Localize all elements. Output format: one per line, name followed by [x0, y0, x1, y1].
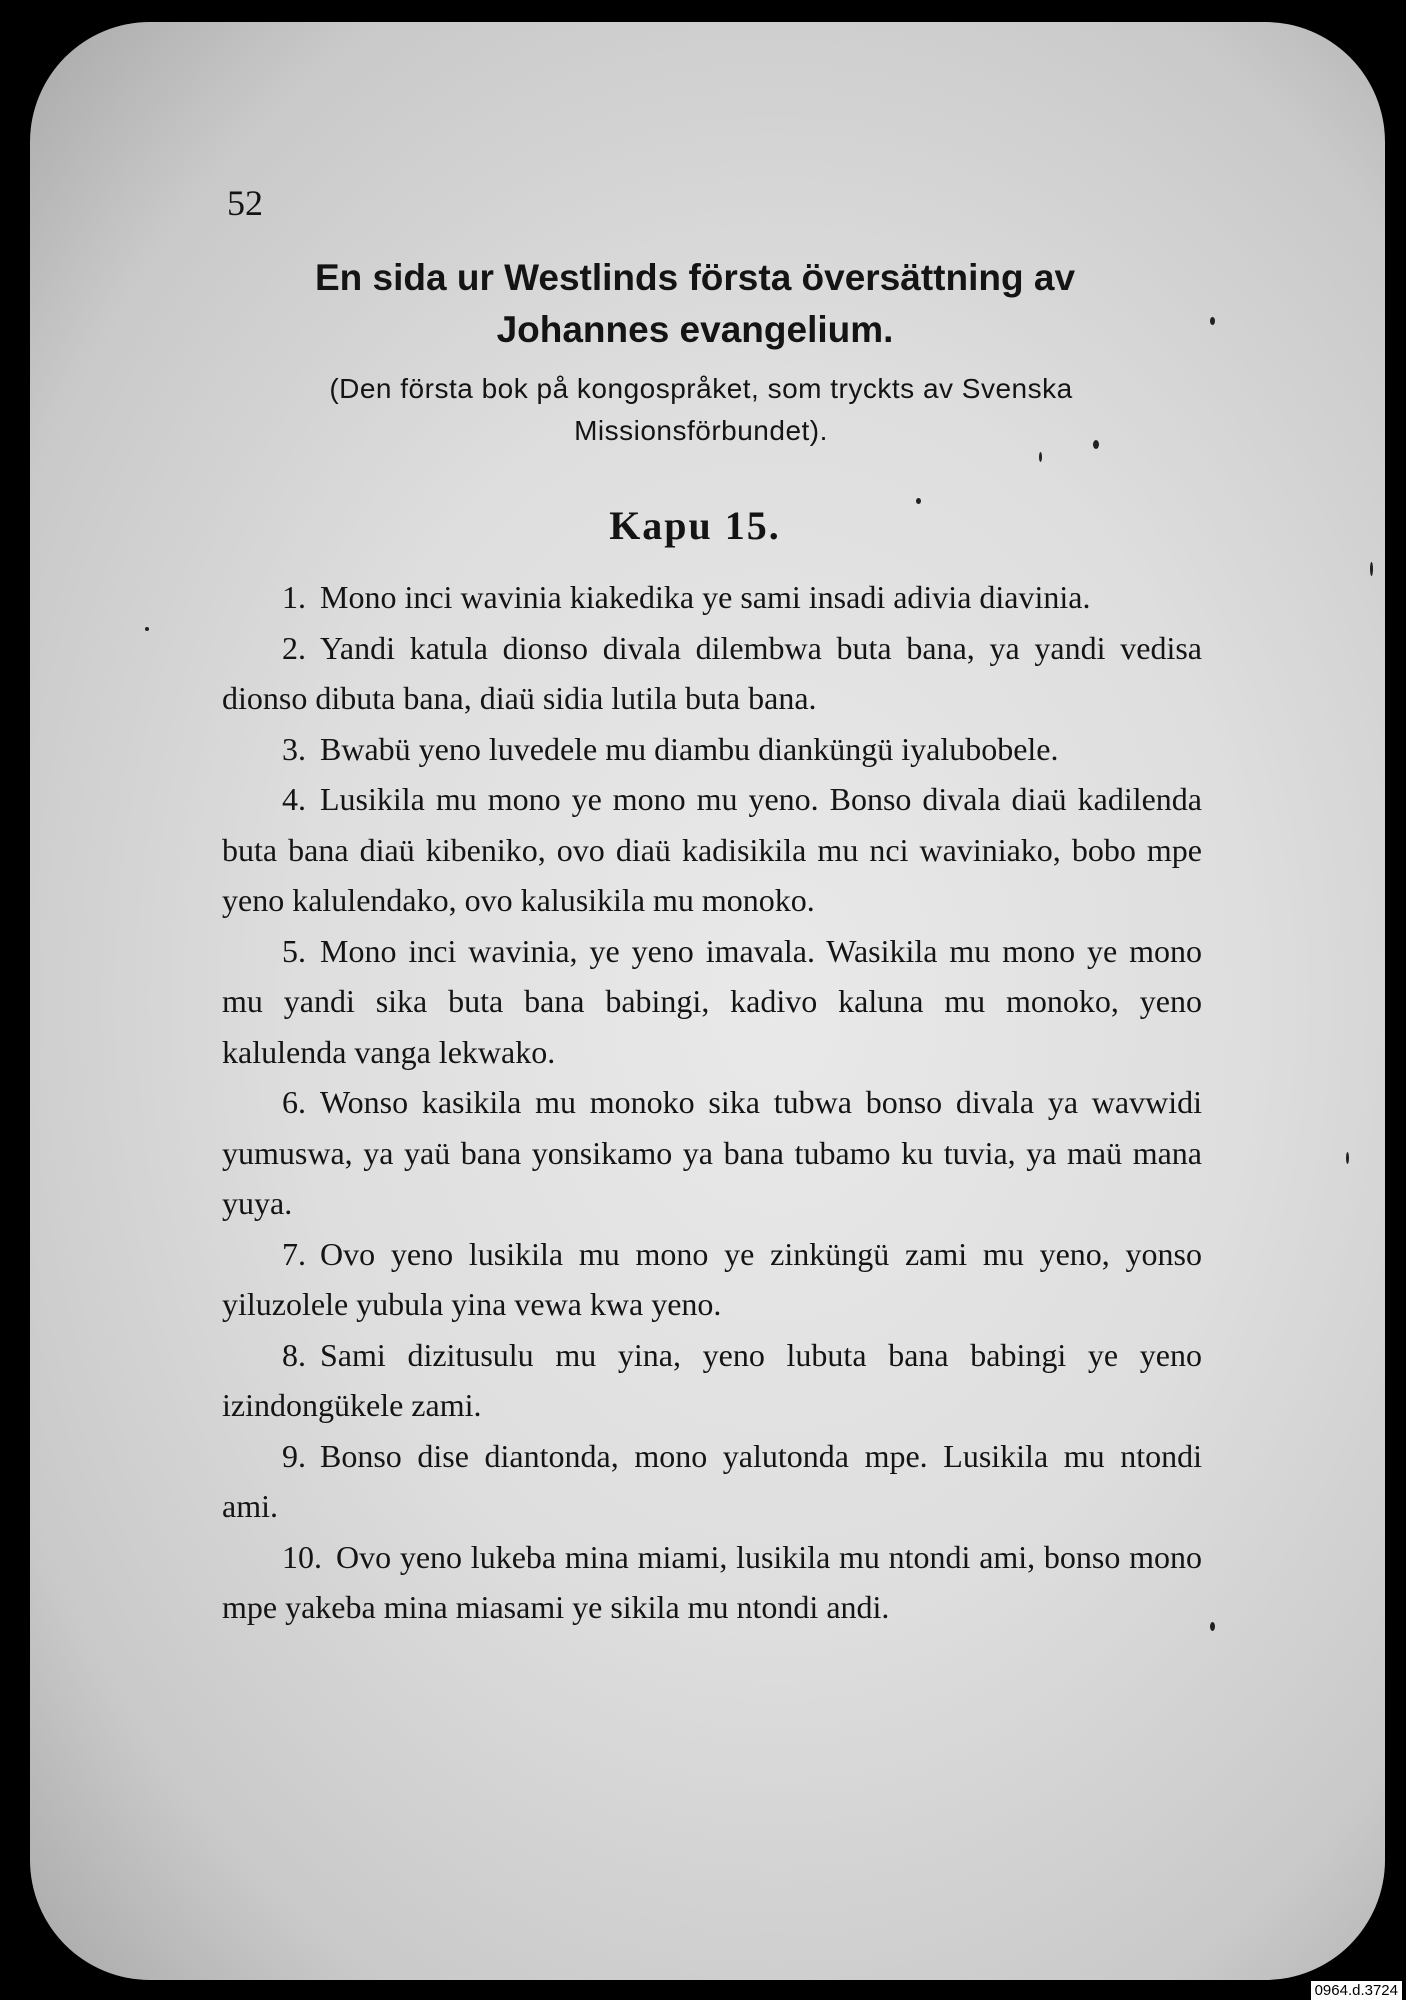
verse [222, 1229, 1202, 1330]
verse-text: Mono inci wavinia kiakedika ye sami insadi adivia diavinia. [320, 579, 1091, 615]
dust-speck [145, 627, 149, 631]
verse-number: 8. [282, 1336, 306, 1373]
verse-number: 7. [282, 1235, 306, 1272]
verse [222, 774, 1202, 926]
catalog-number-label: 0964.d.3724 [1311, 1981, 1402, 2000]
verse [222, 926, 1202, 1078]
verse-number: 3. [282, 730, 306, 767]
verse-text: Ovo yeno lukeba mina miami, lusikila mu ntondi ami, bonso mono mpe yakeba mina miasami ye sikila mu ntondi andi. [222, 1538, 1202, 1625]
verse [222, 1431, 1202, 1532]
page-subheading [206, 368, 1196, 452]
verse [222, 1077, 1202, 1229]
dust-speck [1370, 562, 1373, 576]
verse-number: 4. [282, 781, 306, 817]
page-heading [200, 252, 1190, 356]
verse-number: 2. [282, 629, 306, 666]
verse-text: Ovo yeno lusikila mu mono ye zinküngü zami mu yeno, yonso yiluzolele yubula yina vewa kwa yeno. [222, 1235, 1202, 1322]
verse-number: 5. [282, 932, 306, 969]
verse [222, 572, 1202, 623]
verse [222, 1330, 1202, 1431]
verse-text: Bwabü yeno luvedele mu diambu dianküngü iyalubobele. [320, 730, 1059, 767]
verse-text: Sami dizitusulu mu yina, yeno lubuta bana babingi ye yeno izindongükele zami. [222, 1336, 1202, 1423]
verse-text: Yandi katula dionso divala dilembwa buta bana, ya yandi vedisa dionso dibuta bana, diaü sidia lutila buta bana. [222, 629, 1202, 716]
verse-number: 1. [282, 579, 306, 615]
dust-speck [1210, 1622, 1215, 1631]
verse-text: Mono inci wavinia, ye yeno imavala. Wasikila mu mono ye mono mu yandi sika buta bana babingi, kadivo kaluna mu monoko, yeno kalulenda vanga lekwako. [222, 932, 1202, 1070]
verse [222, 623, 1202, 724]
chapter-title: Kapu 15. [609, 503, 781, 548]
verse [222, 724, 1202, 775]
verse-number: 9. [282, 1437, 306, 1474]
verse-text: Bonso dise diantonda, mono yalutonda mpe. Lusikila mu ntondi ami. [222, 1437, 1202, 1524]
dust-speck [1093, 440, 1099, 449]
dust-speck [916, 498, 921, 504]
heading-line-1: En sida ur Westlinds första översättning av [314, 257, 1076, 298]
verse-text: Wonso kasikila mu monoko sika tubwa bonso divala ya wavwidi yumuswa, ya yaü bana yonsikamo ya bana tubamo ku tuvia, ya maü mana yuya. [222, 1084, 1202, 1221]
verse [222, 1532, 1202, 1633]
page-number: 52 [227, 183, 263, 223]
dust-speck [1346, 1152, 1349, 1164]
dust-speck [1210, 317, 1215, 325]
verse-number: 10. [282, 1538, 322, 1575]
book-page [30, 22, 1385, 1980]
lantern-slide [30, 22, 1385, 1980]
verse-number: 6. [282, 1084, 306, 1120]
verse-text: Lusikila mu mono ye mono mu yeno. Bonso divala diaü kadilenda buta bana diaü kibeniko, ovo diaü kadisikila mu nci waviniako, bobo mpe yeno kalulendako, ovo kalusikila mu monoko. [222, 781, 1202, 918]
heading-line-2: Johannes evangelium. [496, 309, 894, 350]
verse-list [222, 572, 1202, 1633]
subheading-line-1: (Den första bok på kongospråket, som tryckts av Svenska [329, 373, 1073, 404]
dust-speck [1039, 452, 1042, 462]
subheading-line-2: Missionsförbundet). [574, 415, 828, 446]
